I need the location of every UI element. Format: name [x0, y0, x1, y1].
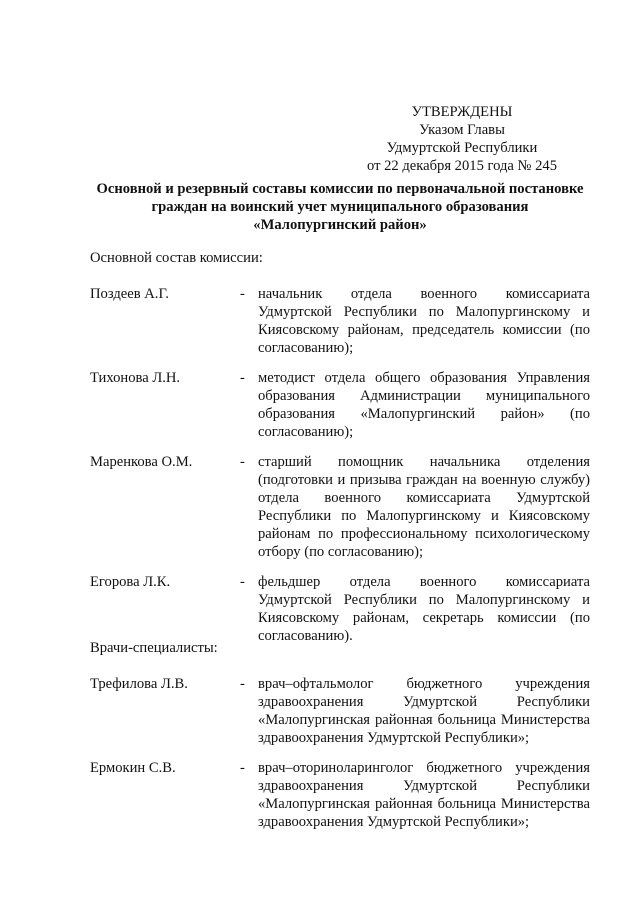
member-dash: -	[240, 676, 245, 692]
member-name: Егорова Л.К.	[90, 574, 171, 590]
member-dash: -	[240, 574, 245, 590]
member-dash: -	[240, 286, 245, 302]
approval-line-approved: УТВЕРЖДЕНЫ	[411, 104, 513, 120]
member-name: Тихонова Л.Н.	[90, 370, 181, 386]
member-dash: -	[240, 454, 245, 470]
member-dash: -	[240, 760, 245, 776]
member-name: Ермокин С.В.	[90, 760, 176, 776]
title-line-1: Основной и резервный составы комиссии по первоначальной постановке	[96, 181, 584, 197]
title-line-2: граждан на воинский учет муниципального образования	[151, 199, 529, 215]
main-composition-heading: Основной состав комиссии:	[90, 250, 263, 266]
document-title	[90, 180, 590, 234]
approval-line-date: от 22 декабря 2015 года № 245	[366, 158, 558, 174]
member-name: Маренкова О.М.	[90, 454, 193, 470]
member-description: врач–оториноларинголог бюджетного учреждения здравоохранения Удмуртской Республики «Малопургинская районная больница Министерства здравоохранения Удмуртской Республики»;	[258, 760, 590, 830]
member-description: фельдшер отдела военного комиссариата Удмуртской Республики по Малопургинскому и Киясовскому районам, секретарь комиссии (по согласованию).	[258, 574, 590, 644]
title-line-3: «Малопургинский район»	[253, 217, 427, 233]
member-description: методист отдела общего образования Управления образования Администрации муниципального образования «Малопургинский район» (по согласованию);	[258, 370, 590, 440]
member-description: врач–офтальмолог бюджетного учреждения здравоохранения Удмуртской Республики «Малопургинская районная больница Министерства здравоохранения Удмуртской Республики»;	[258, 676, 590, 746]
member-name: Трефилова Л.В.	[90, 676, 188, 692]
member-name: Поздеев А.Г.	[90, 286, 169, 302]
member-description: старший помощник начальника отделения (подготовки и призыва граждан на военную службу) отдела военного комиссариата Удмуртской Республики по Малопургинскому и Киясовскому районам по профессиональному психологическому отбору (по согласованию);	[258, 454, 590, 560]
approval-stamp	[362, 103, 562, 175]
member-dash: -	[240, 370, 245, 386]
approval-line-republic: Удмуртской Республики	[386, 140, 538, 156]
approval-line-decree: Указом Главы	[419, 122, 505, 138]
specialists-heading: Врачи-специалисты:	[90, 640, 218, 656]
member-description: начальник отдела военного комиссариата Удмуртской Республики по Малопургинскому и Киясовскому районам, председатель комиссии (по согласованию);	[258, 286, 590, 356]
